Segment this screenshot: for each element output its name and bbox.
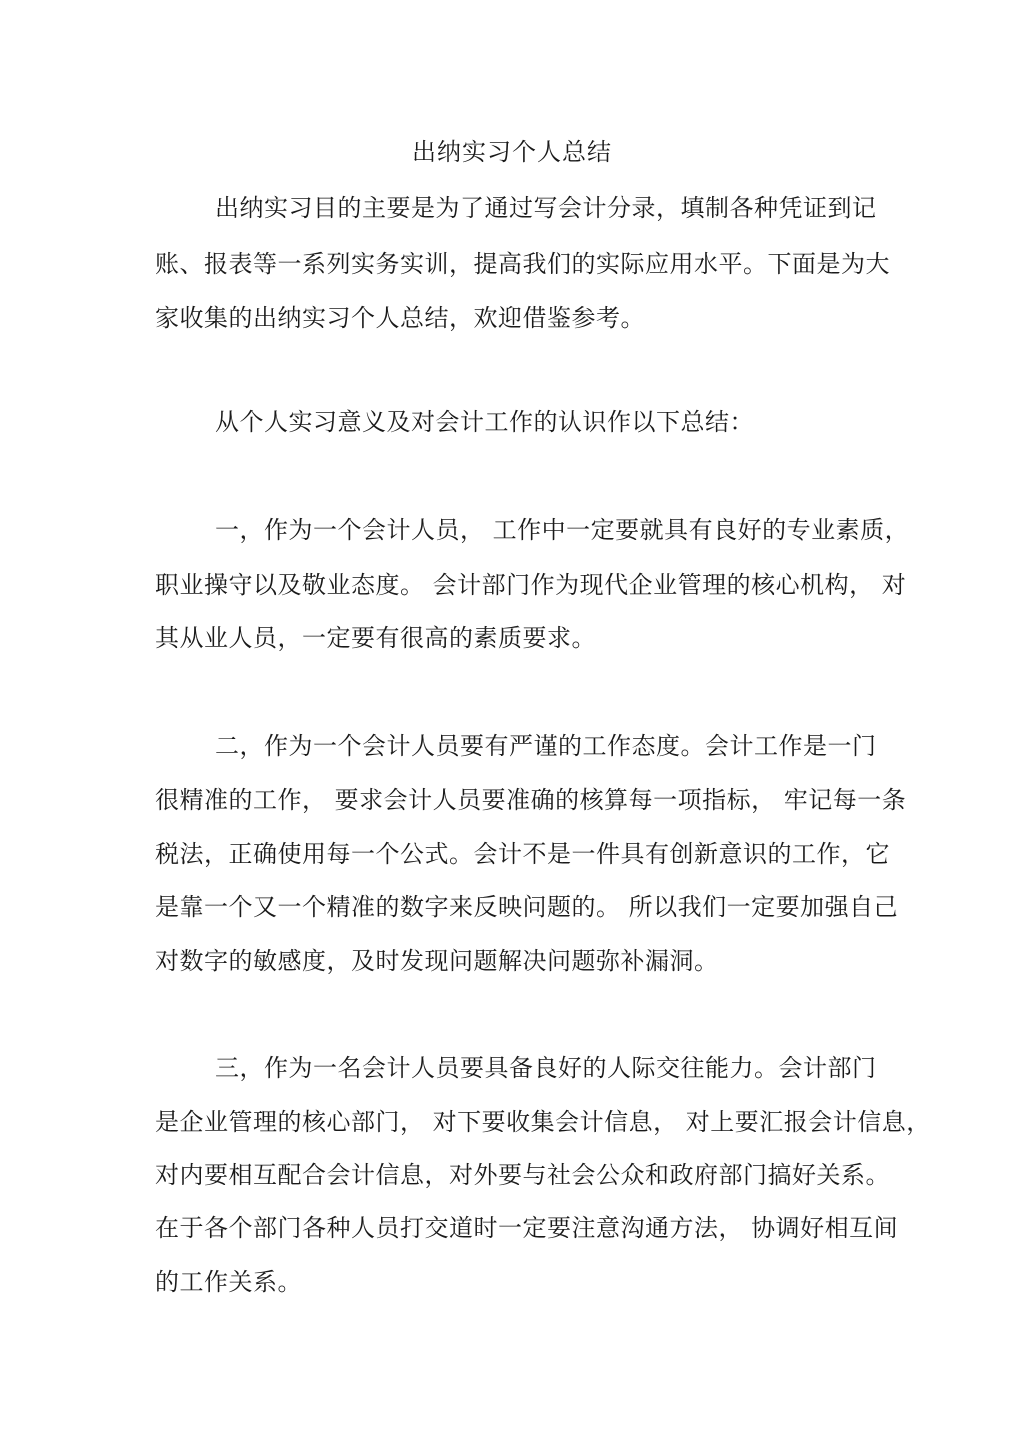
point-three-line-5: 的工作关系。 bbox=[155, 1268, 302, 1296]
intro-line-1: 出纳实习目的主要是为了通过写会计分录，填制各种凭证到记 bbox=[215, 194, 877, 222]
intro-line-2: 账、报表等一系列实务实训，提高我们的实际应用水平。下面是为大 bbox=[155, 250, 890, 278]
point-one-line-3: 其从业人员，一定要有很高的素质要求。 bbox=[155, 624, 596, 652]
summary-lead-line: 从个人实习意义及对会计工作的认识作以下总结： bbox=[215, 408, 754, 436]
point-two-line-5: 对数字的敏感度，及时发现问题解决问题弥补漏洞。 bbox=[155, 947, 719, 975]
point-three-line-1: 三，作为一名会计人员要具备良好的人际交往能力。会计部门 bbox=[215, 1054, 877, 1082]
document-title: 出纳实习个人总结 bbox=[412, 138, 612, 166]
point-two-line-2: 很精准的工作， 要求会计人员要准确的核算每一项指标， 牢记每一条 bbox=[155, 786, 907, 814]
point-two-line-1: 二，作为一个会计人员要有严谨的工作态度。会计工作是一门 bbox=[215, 732, 877, 760]
point-two-line-3: 税法，正确使用每一个公式。会计不是一件具有创新意识的工作，它 bbox=[155, 840, 890, 868]
point-three-line-2: 是企业管理的核心部门， 对下要收集会计信息， 对上要汇报会计信息， bbox=[155, 1108, 931, 1136]
point-two-line-4: 是靠一个又一个精准的数字来反映问题的。 所以我们一定要加强自己 bbox=[155, 893, 899, 921]
intro-line-3: 家收集的出纳实习个人总结，欢迎借鉴参考。 bbox=[155, 304, 645, 332]
point-three-line-4: 在于各个部门各种人员打交道时一定要注意沟通方法， 协调好相互间 bbox=[155, 1214, 899, 1242]
point-one-line-2: 职业操守以及敬业态度。 会计部门作为现代企业管理的核心机构， 对 bbox=[155, 571, 907, 599]
point-one-line-1: 一，作为一个会计人员， 工作中一定要就具有良好的专业素质， bbox=[215, 516, 910, 544]
point-three-line-3: 对内要相互配合会计信息，对外要与社会公众和政府部门搞好关系。 bbox=[155, 1161, 890, 1189]
